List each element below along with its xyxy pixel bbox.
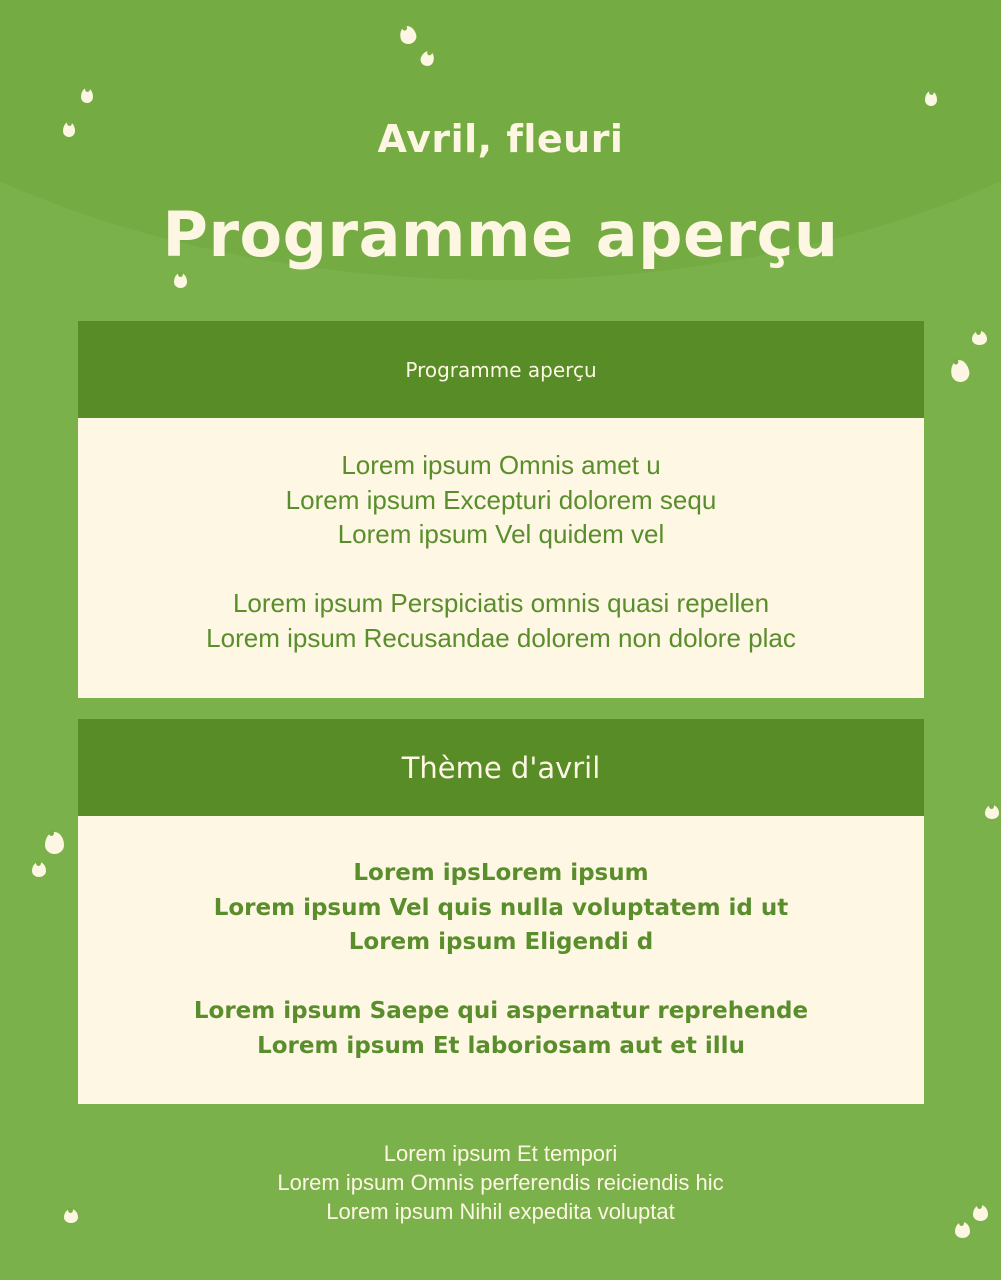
- text-line: Lorem ipsum Vel quidem vel: [337, 519, 665, 549]
- text-line: Lorem ipsum Recusandae dolorem non dolore plac: [206, 622, 796, 653]
- petal-icon: [81, 88, 93, 103]
- text-line: Lorem ipsum Et laboriosam aut et illu: [257, 1032, 745, 1059]
- page-subtitle: Avril, fleuri: [377, 117, 624, 161]
- text-line: Lorem ipsum Saepe qui aspernatur reprehende: [193, 998, 809, 1024]
- text-line: Lorem ipsum Eligendi d: [348, 929, 654, 955]
- petal-icon: [949, 359, 971, 384]
- petal-icon: [925, 91, 937, 106]
- spacer: [78, 552, 924, 587]
- footer-line: Lorem ipsum Omnis perferendis reiciendis hic: [277, 1170, 724, 1195]
- page-title: Programme aperçu: [162, 198, 839, 271]
- text-line: Lorem ipsum Perspiciatis omnis quasi repellen: [232, 588, 770, 618]
- card-body: [78, 816, 924, 1104]
- card-body: [78, 418, 924, 698]
- petal-icon: [32, 862, 46, 877]
- footer-line: Lorem ipsum Et tempori: [383, 1141, 618, 1166]
- text-line: Lorem ipsum Vel quis nulla voluptatem id ut: [213, 894, 789, 921]
- petal-icon: [972, 331, 987, 345]
- april-theme-card: [78, 719, 924, 1104]
- petal-icon: [45, 832, 64, 854]
- card-heading: Thème d'avril: [78, 719, 924, 816]
- program-overview-card: [78, 321, 924, 698]
- petal-icon: [985, 805, 999, 819]
- card-heading: Programme aperçu: [78, 321, 924, 418]
- footer-line: Lorem ipsum Nihil expedita voluptat: [326, 1199, 675, 1224]
- spacer: [78, 960, 924, 995]
- petal-icon: [174, 273, 187, 288]
- text-line: Lorem ipsum Omnis amet u: [341, 450, 661, 480]
- text-line: Lorem ipsum Excepturi dolorem sequ: [285, 484, 717, 515]
- text-line: Lorem ipsLorem ipsum: [353, 860, 649, 886]
- footer: [0, 1139, 1001, 1226]
